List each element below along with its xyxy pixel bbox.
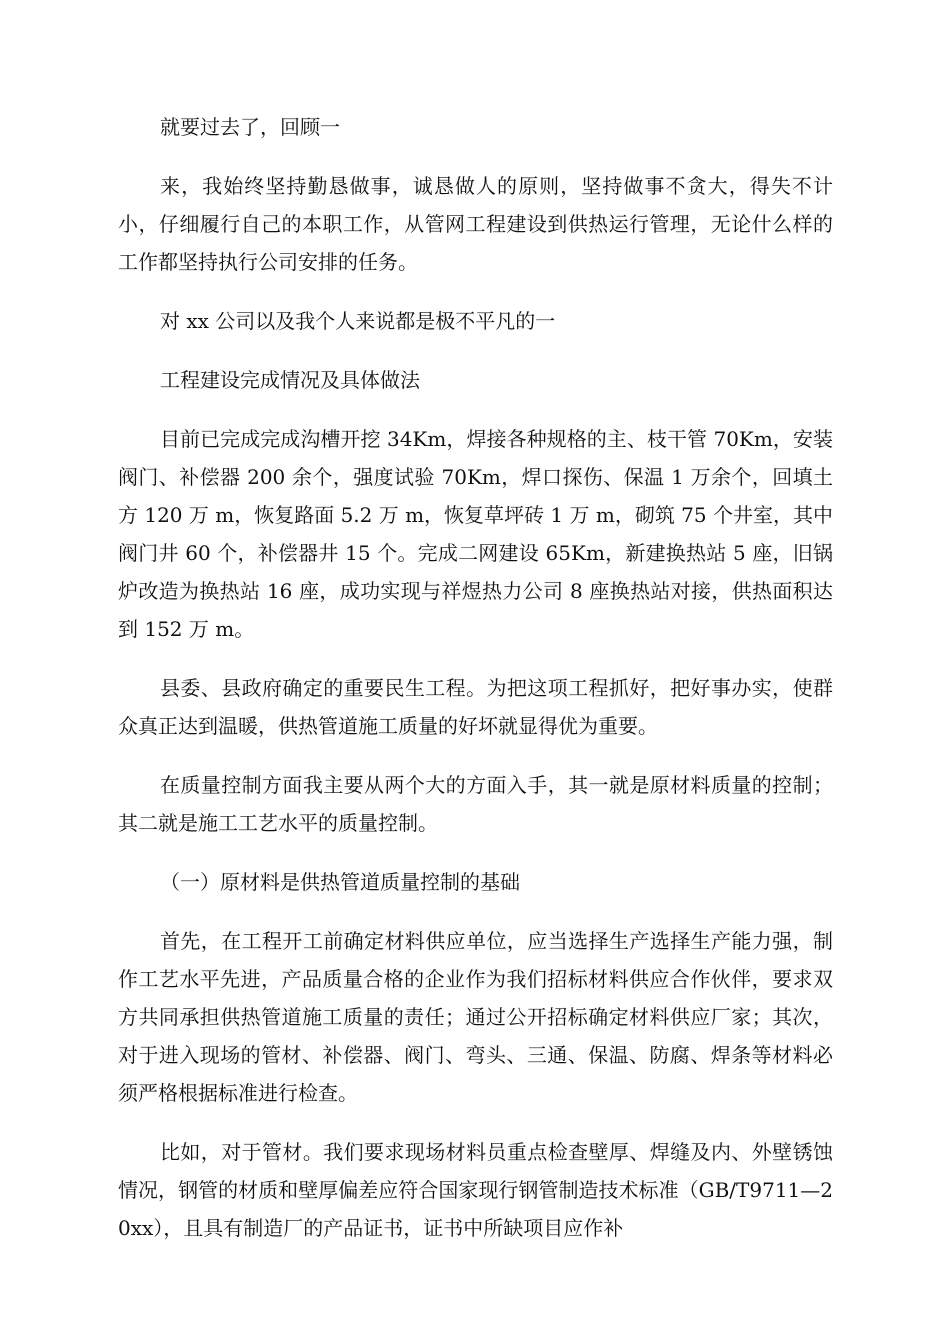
paragraph-2: 来，我始终坚持勤恳做事，诚恳做人的原则，坚持做事不贪大，得失不计小，仔细履行自己的本职工作，从管网工程建设到供热运行管理，无论什么样的工作都坚持执行公司安排的任务。 — [118, 174, 833, 274]
paragraph-progress: 目前已完成完成沟槽开挖 34Km，焊接各种规格的主、枝干管 70Km，安装阀门、补偿器 200 余个，强度试验 70Km，焊口探伤、保温 1 万余个，回填土方 120 万 m，恢复路面 5.2 万 m，恢复草坪砖 1 万 m，砌筑 75 个井室，其中阀门井 60 个，补偿器井 15 个。完成二网建设 65Km，新建换热站 5 座，旧锅炉改造为换热站 16 座，成功实现与祥煜热力公司 8 座换热站对接，供热面积达到 152 万 m。 — [118, 427, 833, 641]
paragraph-3: 对 xx 公司以及我个人来说都是极不平凡的一 — [160, 309, 556, 333]
paragraph-pipe-inspection: 比如，对于管材。我们要求现场材料员重点检查壁厚、焊缝及内、外壁锈蚀情况，钢管的材质和壁厚偏差应符合国家现行钢管制造技术标准（GB/T9711—20xx），且具有制造厂的产品证书，证书中所缺项目应作补 — [118, 1140, 833, 1240]
paragraph-1: 就要过去了，回顾一 — [160, 115, 340, 139]
section-heading-raw-materials: （一）原材料是供热管道质量控制的基础 — [160, 870, 520, 894]
paragraph-quality-control: 在质量控制方面我主要从两个大的方面入手，其一就是原材料质量的控制；其二就是施工工艺水平的质量控制。 — [118, 773, 833, 835]
paragraph-material-selection: 首先，在工程开工前确定材料供应单位，应当选择生产选择生产能力强，制作工艺水平先进，产品质量合格的企业作为我们招标材料供应合作伙伴，要求双方共同承担供热管道施工质量的责任；通过公开招标确定材料供应厂家；其次，对于进入现场的管材、补偿器、阀门、弯头、三通、保温、防腐、焊条等材料必须严格根据标准进行检查。 — [118, 929, 833, 1105]
paragraph-project-importance: 县委、县政府确定的重要民生工程。为把这项工程抓好，把好事办实，使群众真正达到温暖，供热管道施工质量的好坏就显得优为重要。 — [118, 676, 833, 738]
section-heading-construction: 工程建设完成情况及具体做法 — [160, 368, 420, 392]
document-body — [118, 108, 833, 1268]
